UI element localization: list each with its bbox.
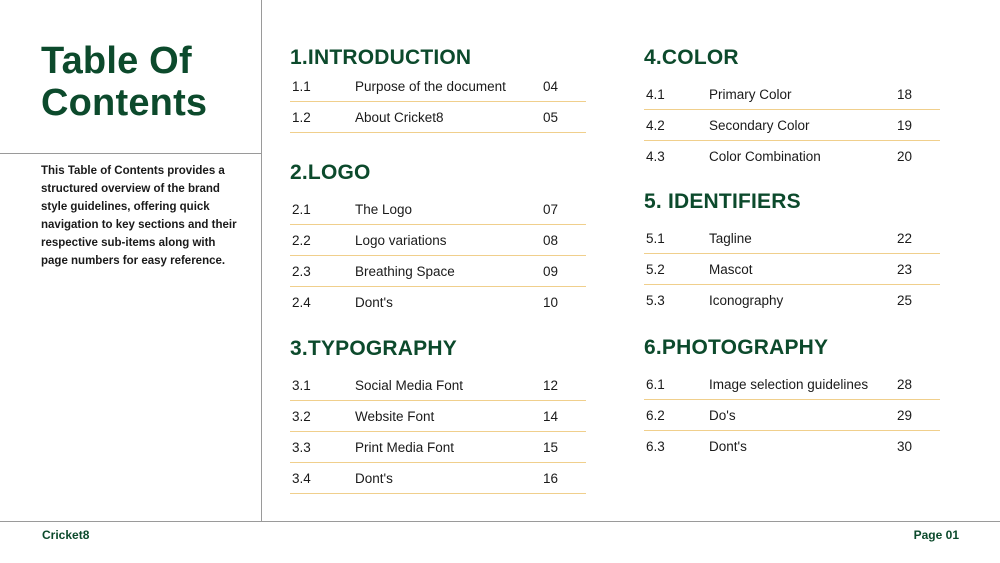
item-page: 23 bbox=[897, 262, 913, 277]
item-page: 16 bbox=[543, 471, 559, 486]
item-label: Dont's bbox=[709, 439, 747, 454]
item-label: Tagline bbox=[709, 231, 752, 246]
item-label: Breathing Space bbox=[355, 264, 455, 279]
section-title: 1.INTRODUCTION bbox=[290, 46, 472, 69]
toc-row[interactable] bbox=[290, 432, 586, 463]
item-number: 2.3 bbox=[292, 264, 311, 279]
toc-row[interactable] bbox=[290, 401, 586, 432]
item-number: 5.3 bbox=[646, 293, 665, 308]
section-color bbox=[644, 45, 940, 171]
section-introduction bbox=[290, 45, 586, 133]
toc-row[interactable] bbox=[290, 287, 586, 317]
item-number: 4.2 bbox=[646, 118, 665, 133]
item-page: 08 bbox=[543, 233, 559, 248]
item-label: Social Media Font bbox=[355, 378, 464, 393]
item-number: 6.1 bbox=[646, 377, 665, 392]
item-number: 4.3 bbox=[646, 149, 665, 164]
toc-row[interactable] bbox=[644, 431, 940, 461]
section-title: 3.TYPOGRAPHY bbox=[290, 337, 457, 360]
item-label: About Cricket8 bbox=[355, 110, 444, 125]
toc-row[interactable] bbox=[290, 102, 586, 133]
section-identifiers bbox=[644, 189, 940, 315]
item-label: Dont's bbox=[355, 295, 393, 310]
item-number: 2.4 bbox=[292, 295, 311, 310]
item-page: 07 bbox=[543, 202, 559, 217]
item-page: 14 bbox=[543, 409, 559, 424]
item-page: 09 bbox=[543, 264, 559, 279]
item-page: 30 bbox=[897, 439, 913, 454]
toc-row[interactable] bbox=[290, 370, 586, 401]
toc-row[interactable] bbox=[290, 256, 586, 287]
toc-row[interactable] bbox=[644, 223, 940, 254]
footer-page-number: Page 01 bbox=[913, 528, 959, 542]
toc-row[interactable] bbox=[644, 285, 940, 315]
item-page: 05 bbox=[543, 110, 559, 125]
toc-row[interactable] bbox=[290, 194, 586, 225]
page-title bbox=[41, 40, 207, 124]
item-page: 10 bbox=[543, 295, 559, 310]
item-label: Image selection guidelines bbox=[709, 377, 869, 392]
item-label: Do's bbox=[709, 408, 736, 423]
item-page: 25 bbox=[897, 293, 913, 308]
item-page: 15 bbox=[543, 440, 559, 455]
item-label: The Logo bbox=[355, 202, 413, 217]
item-page: 12 bbox=[543, 378, 559, 393]
toc-row[interactable] bbox=[644, 400, 940, 431]
item-number: 6.2 bbox=[646, 408, 665, 423]
left-panel-divider bbox=[0, 153, 261, 154]
section-title: 2.LOGO bbox=[290, 161, 371, 184]
item-page: 29 bbox=[897, 408, 913, 423]
item-page: 22 bbox=[897, 231, 913, 246]
item-page: 20 bbox=[897, 149, 913, 164]
item-number: 1.2 bbox=[292, 110, 311, 125]
footer-divider bbox=[0, 521, 1000, 522]
item-number: 5.2 bbox=[646, 262, 665, 277]
toc-row[interactable] bbox=[644, 79, 940, 110]
item-number: 4.1 bbox=[646, 87, 665, 102]
section-logo bbox=[290, 160, 586, 317]
item-number: 3.1 bbox=[292, 378, 311, 393]
item-label: Mascot bbox=[709, 262, 753, 277]
toc-row[interactable] bbox=[644, 141, 940, 171]
section-title: 4.COLOR bbox=[644, 46, 739, 69]
section-photography bbox=[644, 335, 940, 461]
item-number: 3.4 bbox=[292, 471, 311, 486]
item-number: 6.3 bbox=[646, 439, 665, 454]
item-number: 3.3 bbox=[292, 440, 311, 455]
toc-row[interactable] bbox=[644, 110, 940, 141]
item-label: Secondary Color bbox=[709, 118, 810, 133]
item-page: 18 bbox=[897, 87, 913, 102]
item-number: 3.2 bbox=[292, 409, 311, 424]
item-number: 2.1 bbox=[292, 202, 311, 217]
page-title-line-1: Table Of bbox=[41, 40, 192, 82]
item-label: Website Font bbox=[355, 409, 435, 424]
vertical-divider bbox=[261, 0, 262, 521]
item-label: Logo variations bbox=[355, 233, 447, 248]
page-title-line-2: Contents bbox=[41, 82, 208, 124]
item-number: 2.2 bbox=[292, 233, 311, 248]
toc-row[interactable] bbox=[644, 254, 940, 285]
item-page: 04 bbox=[543, 79, 559, 94]
item-page: 28 bbox=[897, 377, 913, 392]
item-label: Primary Color bbox=[709, 87, 792, 102]
item-page: 19 bbox=[897, 118, 913, 133]
page-description: This Table of Contents provides a structured overview of the brand style guidelines, offering quick navigation to key sections and their respective sub-items along with page numbers for easy reference. bbox=[41, 165, 237, 267]
item-number: 1.1 bbox=[292, 79, 311, 94]
item-number: 5.1 bbox=[646, 231, 665, 246]
section-title: 5. IDENTIFIERS bbox=[644, 190, 801, 213]
toc-row[interactable] bbox=[290, 463, 586, 494]
section-title: 6.PHOTOGRAPHY bbox=[644, 336, 829, 359]
toc-row[interactable] bbox=[290, 225, 586, 256]
item-label: Dont's bbox=[355, 471, 393, 486]
toc-row[interactable] bbox=[644, 369, 940, 400]
item-label: Iconography bbox=[709, 293, 784, 308]
item-label: Color Combination bbox=[709, 149, 821, 164]
toc-row[interactable] bbox=[290, 71, 586, 102]
item-label: Print Media Font bbox=[355, 440, 455, 455]
item-label: Purpose of the document bbox=[355, 79, 506, 94]
footer-brand: Cricket8 bbox=[42, 528, 90, 542]
section-typography bbox=[290, 336, 586, 494]
